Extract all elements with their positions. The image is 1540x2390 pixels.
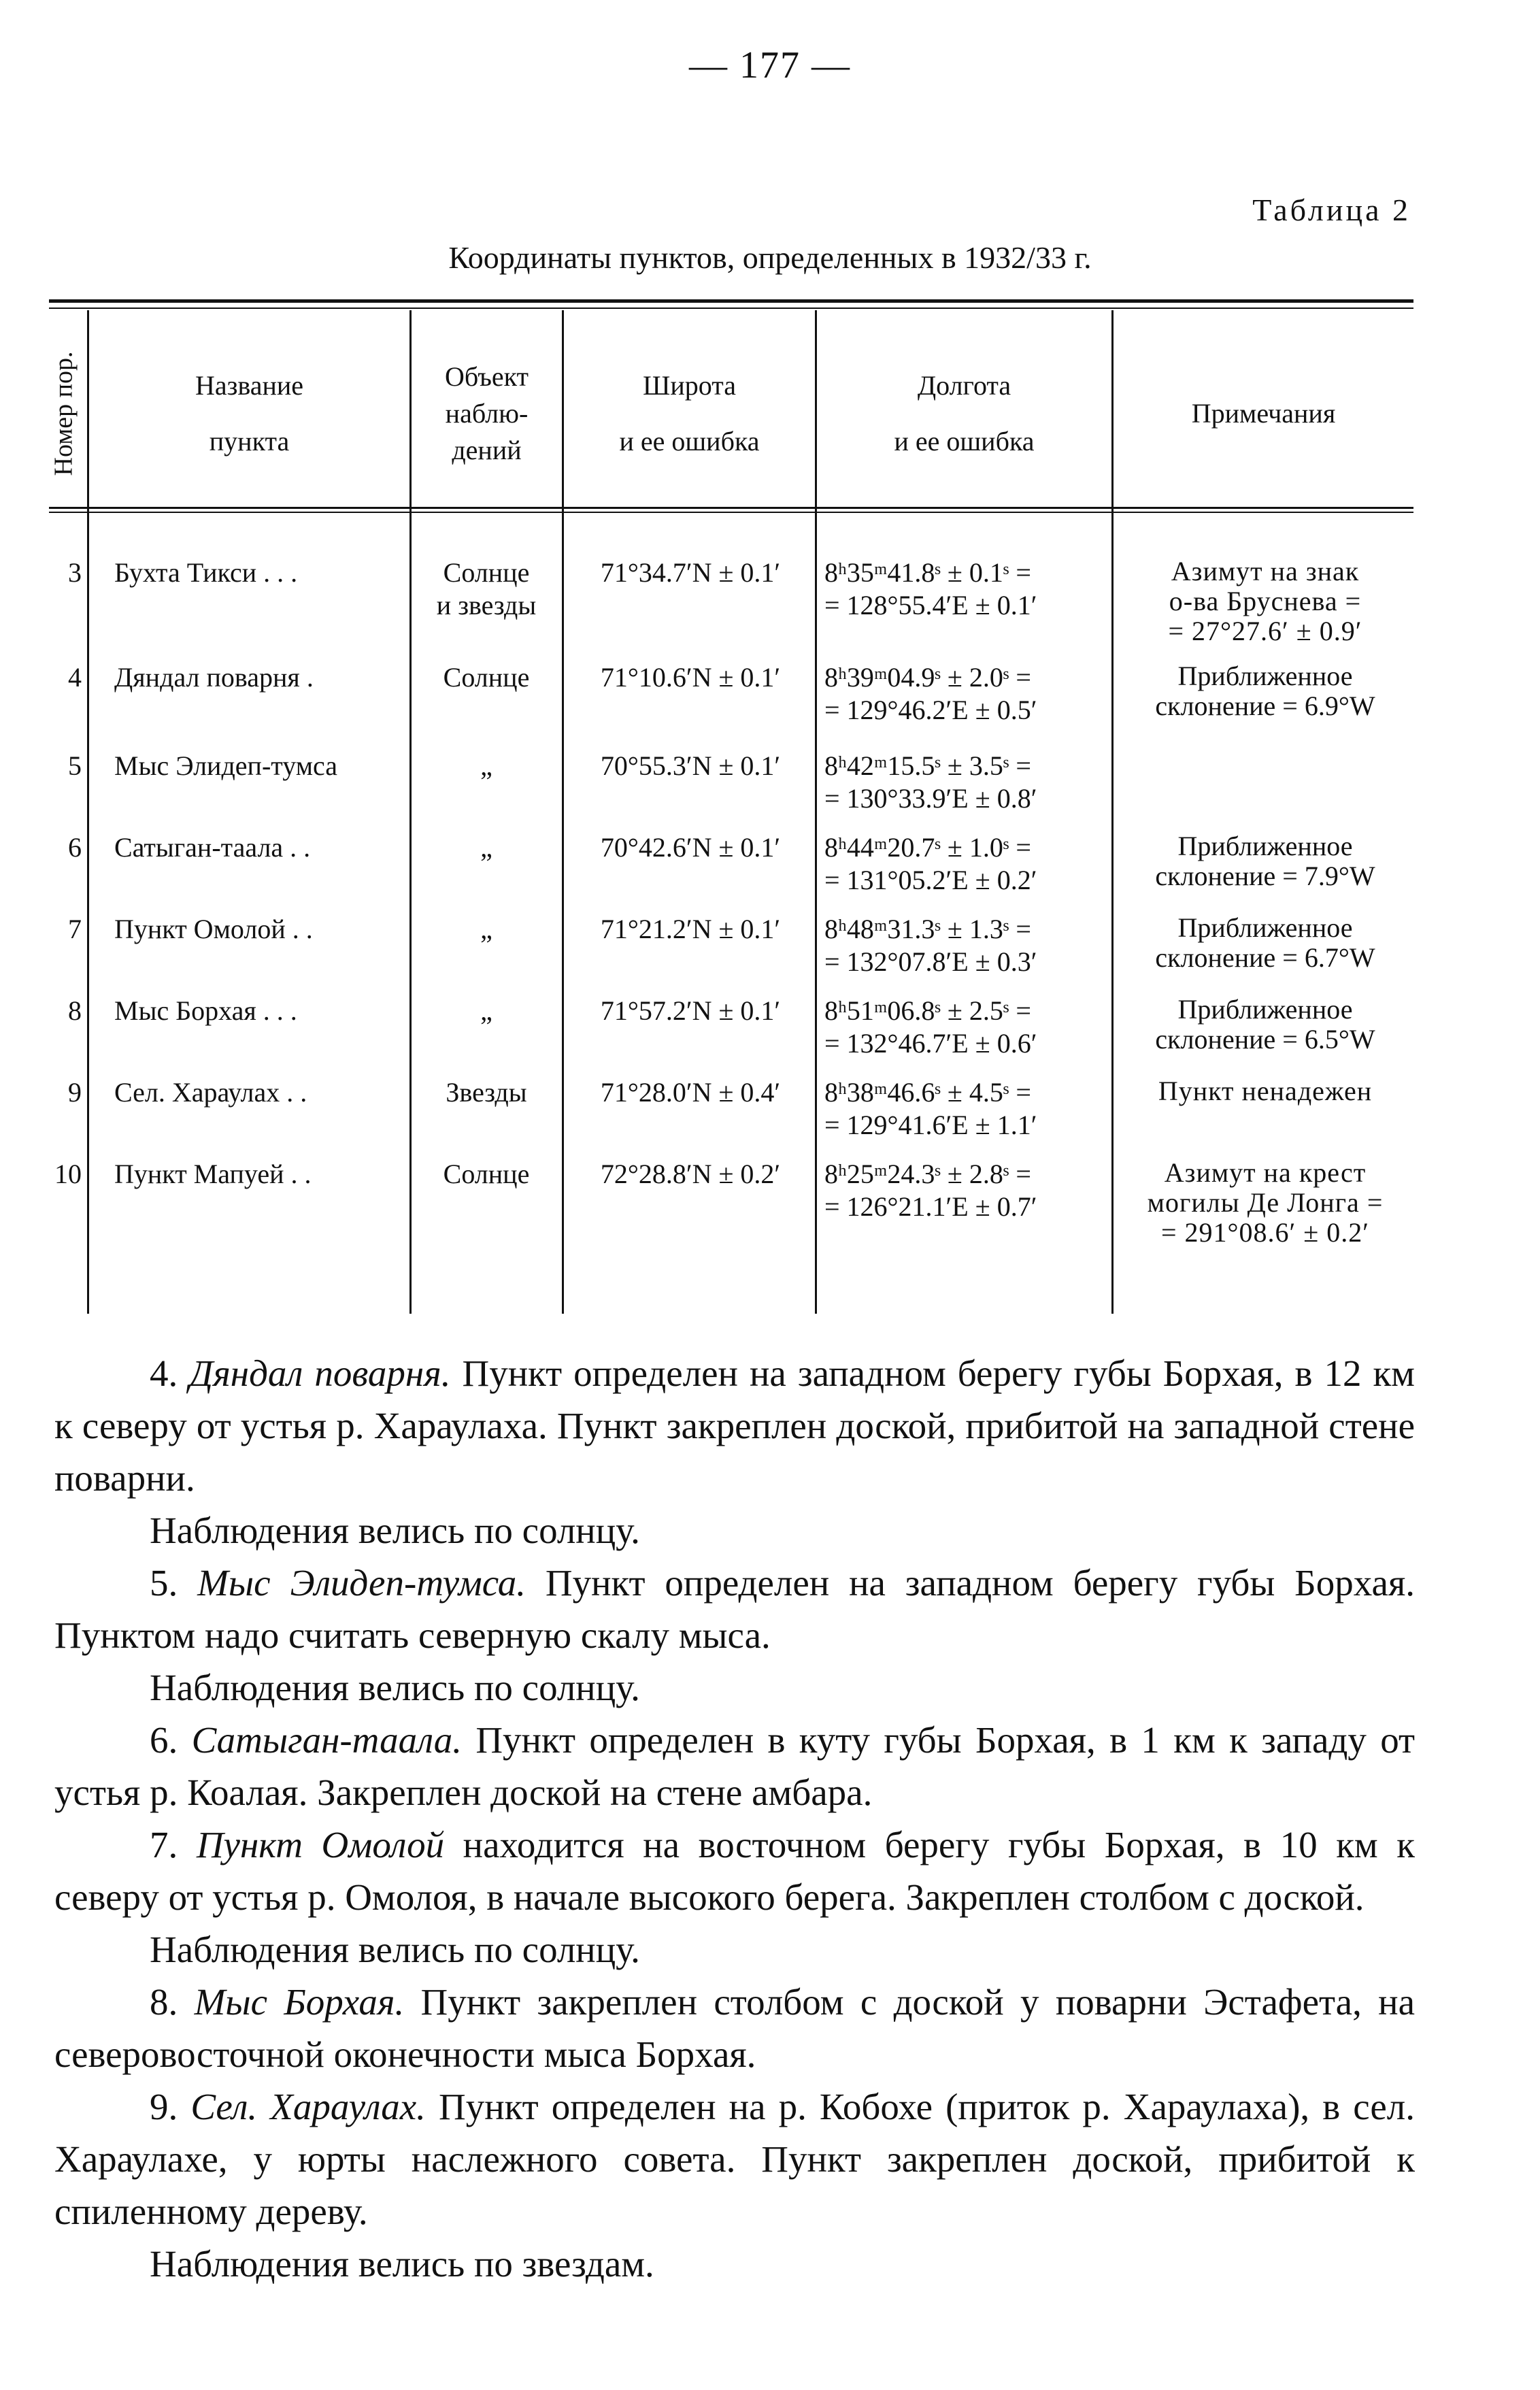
point-name: Бухта Тикси . . . bbox=[114, 557, 298, 588]
note: Приближенное склонение = 6.5°W bbox=[1155, 994, 1375, 1055]
observation-object: „ bbox=[480, 995, 492, 1026]
paragraph: Наблюдения велись по солнцу. bbox=[150, 1667, 640, 1708]
row-number: 8 bbox=[68, 995, 82, 1026]
table-row bbox=[0, 654, 1540, 743]
latitude: 71°21.2′N ± 0.1′ bbox=[600, 914, 781, 944]
point-name: Пункт Мапуей . . bbox=[114, 1159, 312, 1189]
table-row bbox=[0, 1069, 1540, 1158]
row-number: 10 bbox=[54, 1159, 82, 1189]
paragraph: 8. Мыс Борхая. Пункт закреплен столбом с доской у поварни Эстафета, на северовосточной оконечности мыса Борхая. bbox=[54, 1981, 1416, 2075]
table-row bbox=[0, 906, 1540, 995]
observation-object: Звезды bbox=[446, 1077, 527, 1108]
header-notes: Примечания bbox=[1191, 397, 1336, 429]
longitude: 8ʰ38ᵐ46.6ˢ ± 4.5ˢ = = 129°41.6′E ± 1.1′ bbox=[824, 1077, 1037, 1140]
body-text bbox=[54, 1347, 1415, 2290]
point-name: Мыс Элидеп-тумса bbox=[114, 750, 338, 781]
latitude: 70°55.3′N ± 0.1′ bbox=[600, 750, 781, 781]
page-number: — 177 — bbox=[689, 44, 851, 86]
header-bottom-rule bbox=[49, 507, 1413, 509]
observation-object: „ bbox=[480, 832, 492, 863]
header-number: Номер пор. bbox=[49, 351, 78, 476]
longitude: 8ʰ35ᵐ41.8ˢ ± 0.1ˢ = = 128°55.4′E ± 0.1′ bbox=[824, 557, 1037, 620]
latitude: 71°57.2′N ± 0.1′ bbox=[600, 995, 781, 1026]
header-name: Название пункта bbox=[195, 369, 304, 457]
table-top-rule bbox=[49, 299, 1413, 303]
header-longitude: Долгота и ее ошибка bbox=[894, 369, 1035, 457]
point-name: Мыс Борхая . . . bbox=[114, 995, 297, 1026]
table-row bbox=[0, 988, 1540, 1076]
latitude: 70°42.6′N ± 0.1′ bbox=[600, 832, 781, 863]
latitude: 72°28.8′N ± 0.2′ bbox=[600, 1159, 781, 1189]
paragraph: 7. Пункт Омолой находится на восточном берегу губы Борхая, в 10 км к северу от устья р. Омолоя, в начале высокого берега. Закреплен столбом с доской. bbox=[54, 1824, 1416, 1918]
paragraph: Наблюдения велись по звездам. bbox=[150, 2243, 654, 2285]
table-row bbox=[0, 550, 1540, 646]
point-name: Сатыган-таала . . bbox=[114, 832, 311, 863]
row-number: 9 bbox=[68, 1077, 82, 1108]
longitude: 8ʰ48ᵐ31.3ˢ ± 1.3ˢ = = 132°07.8′E ± 0.3′ bbox=[824, 914, 1037, 977]
row-number: 4 bbox=[68, 662, 82, 693]
header-bottom-rule-thin bbox=[49, 512, 1413, 513]
longitude: 8ʰ51ᵐ06.8ˢ ± 2.5ˢ = = 132°46.7′E ± 0.6′ bbox=[824, 995, 1037, 1059]
table-top-rule-thin bbox=[49, 308, 1413, 309]
paragraph: 4. Дяндал поварня. Пункт определен на западном берегу губы Борхая, в 12 км к северу от устья р. Хараулаха. Пункт закреплен доской, прибитой на западной стене поварни. bbox=[54, 1352, 1415, 1499]
point-name: Сел. Хараулах . . bbox=[114, 1077, 307, 1108]
longitude: 8ʰ42ᵐ15.5ˢ ± 3.5ˢ = = 130°33.9′E ± 0.8′ bbox=[824, 750, 1037, 814]
paragraph: 5. Мыс Элидеп-тумса. Пункт определен на западном берегу губы Борхая. Пунктом надо считать северную скалу мыса. bbox=[54, 1562, 1416, 1656]
latitude: 71°28.0′N ± 0.4′ bbox=[600, 1077, 781, 1108]
longitude: 8ʰ39ᵐ04.9ˢ ± 2.0ˢ = = 129°46.2′E ± 0.5′ bbox=[824, 662, 1037, 725]
row-number: 3 bbox=[68, 557, 82, 588]
note: Азимут на знак о-ва Бруснева = = 27°27.6′ ± 0.9′ bbox=[1168, 556, 1362, 646]
longitude: 8ʰ25ᵐ24.3ˢ ± 2.8ˢ = = 126°21.1′E ± 0.7′ bbox=[824, 1159, 1037, 1222]
table-row bbox=[0, 1151, 1540, 1248]
table-caption: Координаты пунктов, определенных в 1932/33 г. bbox=[448, 240, 1092, 275]
observation-object: „ bbox=[480, 914, 492, 944]
row-number: 7 bbox=[68, 914, 82, 944]
row-number: 5 bbox=[68, 750, 82, 781]
table-label: Таблица 2 bbox=[1252, 193, 1411, 227]
observation-object: Солнце bbox=[443, 1159, 530, 1189]
note: Азимут на крест могилы Де Лонга = = 291°08.6′ ± 0.2′ bbox=[1147, 1157, 1384, 1248]
observation-object: „ bbox=[480, 750, 492, 781]
header-latitude: Широта и ее ошибка bbox=[619, 369, 760, 457]
table-row bbox=[0, 743, 1540, 831]
table-row bbox=[0, 825, 1540, 913]
header-object: Объект наблю- дений bbox=[444, 361, 529, 465]
point-name: Пункт Омолой . . bbox=[114, 914, 313, 944]
latitude: 71°34.7′N ± 0.1′ bbox=[600, 557, 781, 588]
paragraph: Наблюдения велись по солнцу. bbox=[150, 1929, 640, 1970]
observation-object: Солнце bbox=[443, 662, 530, 693]
note: Приближенное склонение = 7.9°W bbox=[1155, 831, 1375, 891]
paragraph: 9. Сел. Хараулах. Пункт определен на р. Кобохе (приток р. Хараулаха), в сел. Хараулахе, у юрты наслежного совета. Пункт закреплен доской, прибитой к спиленному дереву. bbox=[54, 2086, 1415, 2232]
note: Приближенное склонение = 6.7°W bbox=[1155, 912, 1375, 973]
observation-object: Солнце и звезды bbox=[436, 557, 537, 620]
longitude: 8ʰ44ᵐ20.7ˢ ± 1.0ˢ = = 131°05.2′E ± 0.2′ bbox=[824, 832, 1037, 895]
latitude: 71°10.6′N ± 0.1′ bbox=[600, 662, 781, 693]
paragraph: Наблюдения велись по солнцу. bbox=[150, 1510, 640, 1551]
point-name: Дяндал поварня . bbox=[114, 662, 314, 693]
note: Пункт ненадежен bbox=[1158, 1076, 1373, 1106]
row-number: 6 bbox=[68, 832, 82, 863]
paragraph: 6. Сатыган-таала. Пункт определен в куту губы Борхая, в 1 км к западу от устья р. Коалая. Закреплен доской на стене амбара. bbox=[54, 1719, 1416, 1813]
note: Приближенное склонение = 6.9°W bbox=[1155, 661, 1375, 721]
